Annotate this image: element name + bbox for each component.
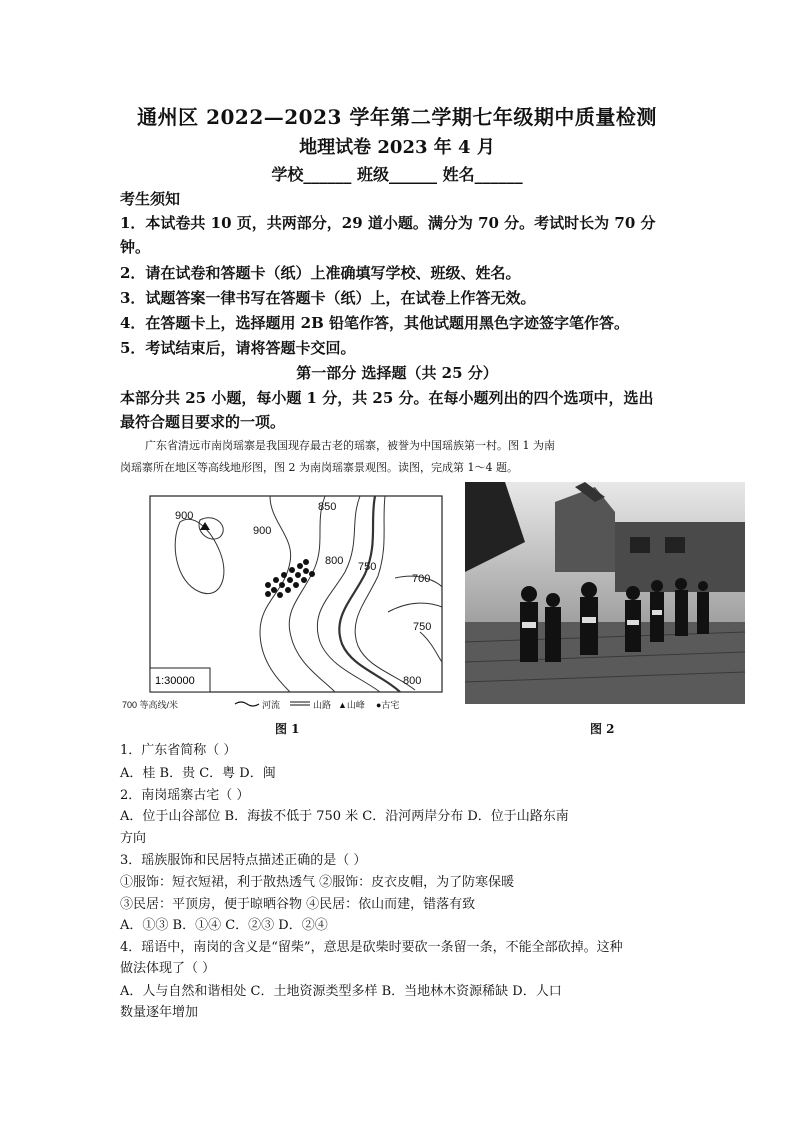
village-photo [465, 482, 745, 704]
question-4-options-wrap: 数量逐年增加 [120, 1005, 199, 1020]
question-4-options: A．人与自然和谐相处 C．土地资源类型多样 B．当地林木资源稀缺 D．人口 [120, 984, 562, 999]
section-intro: 本部分共 25 小题，每小题 1 分，共 25 分。在每小题列出的四个选项中，选出 [120, 389, 654, 407]
notice-item-1: 1．本试卷共 10 页，共两部分，29 道小题。满分为 70 分。考试时长为 70 分 [120, 214, 656, 232]
question-1: 1．广东省简称（ ） [120, 743, 237, 758]
question-4-wrap: 做法体现了（ ） [120, 961, 216, 976]
contour-label: 700 [412, 573, 431, 585]
contour-label: 750 [358, 561, 377, 573]
section-title: 第一部分 选择题（共 25 分） [296, 364, 498, 382]
question-3-statement-a: ①服饰：短衣短裙，利于散热透气 ②服饰：皮衣皮帽，为了防寒保暖 [120, 875, 515, 890]
figure1-caption: 图 1 [275, 722, 300, 736]
ancient-houses [265, 559, 315, 598]
exam-subtitle: 地理试卷 2023 年 4 月 [299, 137, 495, 158]
contour-map [120, 482, 450, 714]
notice-item-1-wrap: 钟。 [120, 238, 151, 256]
notice-item-3: 3．试题答案一律书写在答题卡（纸）上，在试卷上作答无效。 [120, 289, 536, 307]
question-2-options-wrap: 方向 [120, 831, 147, 846]
contour-label: 900 [175, 510, 194, 522]
peak-icon [200, 522, 210, 530]
question-3-statement-b: ③民居：平顶房，便于晾晒谷物 ④民居：依山而建，错落有致 [120, 897, 476, 912]
legend-peak: ▲山峰 [338, 700, 365, 710]
legend-house: ●古宅 [376, 700, 400, 710]
question-1-options: A．桂 B．贵 C．粤 D．闽 [120, 766, 276, 781]
contour-map-figure [120, 482, 450, 714]
contour-label: 900 [253, 525, 272, 537]
legend-road: 山路 [313, 700, 332, 710]
contour-label: 800 [403, 675, 422, 687]
reading-passage: 广东省清远市南岗瑶寨是我国现存最古老的瑶寨，被誉为中国瑶族第一村。图 1 为南 [145, 439, 555, 452]
student-info-fields: 学校______ 班级______ 姓名______ [271, 165, 523, 184]
exam-title: 通州区 2022—2023 学年第二学期七年级期中质量检测 [137, 105, 657, 129]
map-scale: 1:30000 [155, 675, 195, 687]
question-2: 2．南岗瑶寨古宅（ ） [120, 788, 250, 803]
section-intro-wrap: 最符合题目要求的一项。 [120, 413, 286, 431]
question-3: 3．瑶族服饰和民居特点描述正确的是（ ） [120, 853, 367, 868]
notice-item-2: 2．请在试卷和答题卡（纸）上准确填写学校、班级、姓名。 [120, 264, 521, 282]
question-3-options: A．①③ B．①④ C．②③ D．②④ [120, 918, 328, 933]
figure2-caption: 图 2 [590, 722, 615, 736]
question-4: 4．瑶语中，南岗的含义是“留柴”，意思是砍柴时要砍一条留一条，不能全部砍掉。这种 [120, 940, 623, 955]
contour-label: 850 [318, 501, 337, 513]
legend-river: 河流 [262, 700, 281, 710]
question-2-options: A．位于山谷部位 B．海拔不低于 750 米 C．沿河两岸分布 D．位于山路东南 [120, 809, 569, 824]
notice-item-4: 4．在答题卡上，选择题用 2B 铅笔作答，其他试题用黑色字迹签字笔作答。 [120, 314, 629, 332]
contour-label: 750 [413, 621, 432, 633]
legend-contour: 700 等高线/米 [122, 700, 179, 710]
notice-heading: 考生须知 [120, 190, 181, 208]
notice-item-5: 5．考试结束后，请将答题卡交回。 [120, 339, 356, 357]
reading-passage-wrap: 岗瑶寨所在地区等高线地形图，图 2 为南岗瑶寨景观图。读图，完成第 1～4 题。 [120, 461, 518, 474]
contour-label: 800 [325, 555, 344, 567]
